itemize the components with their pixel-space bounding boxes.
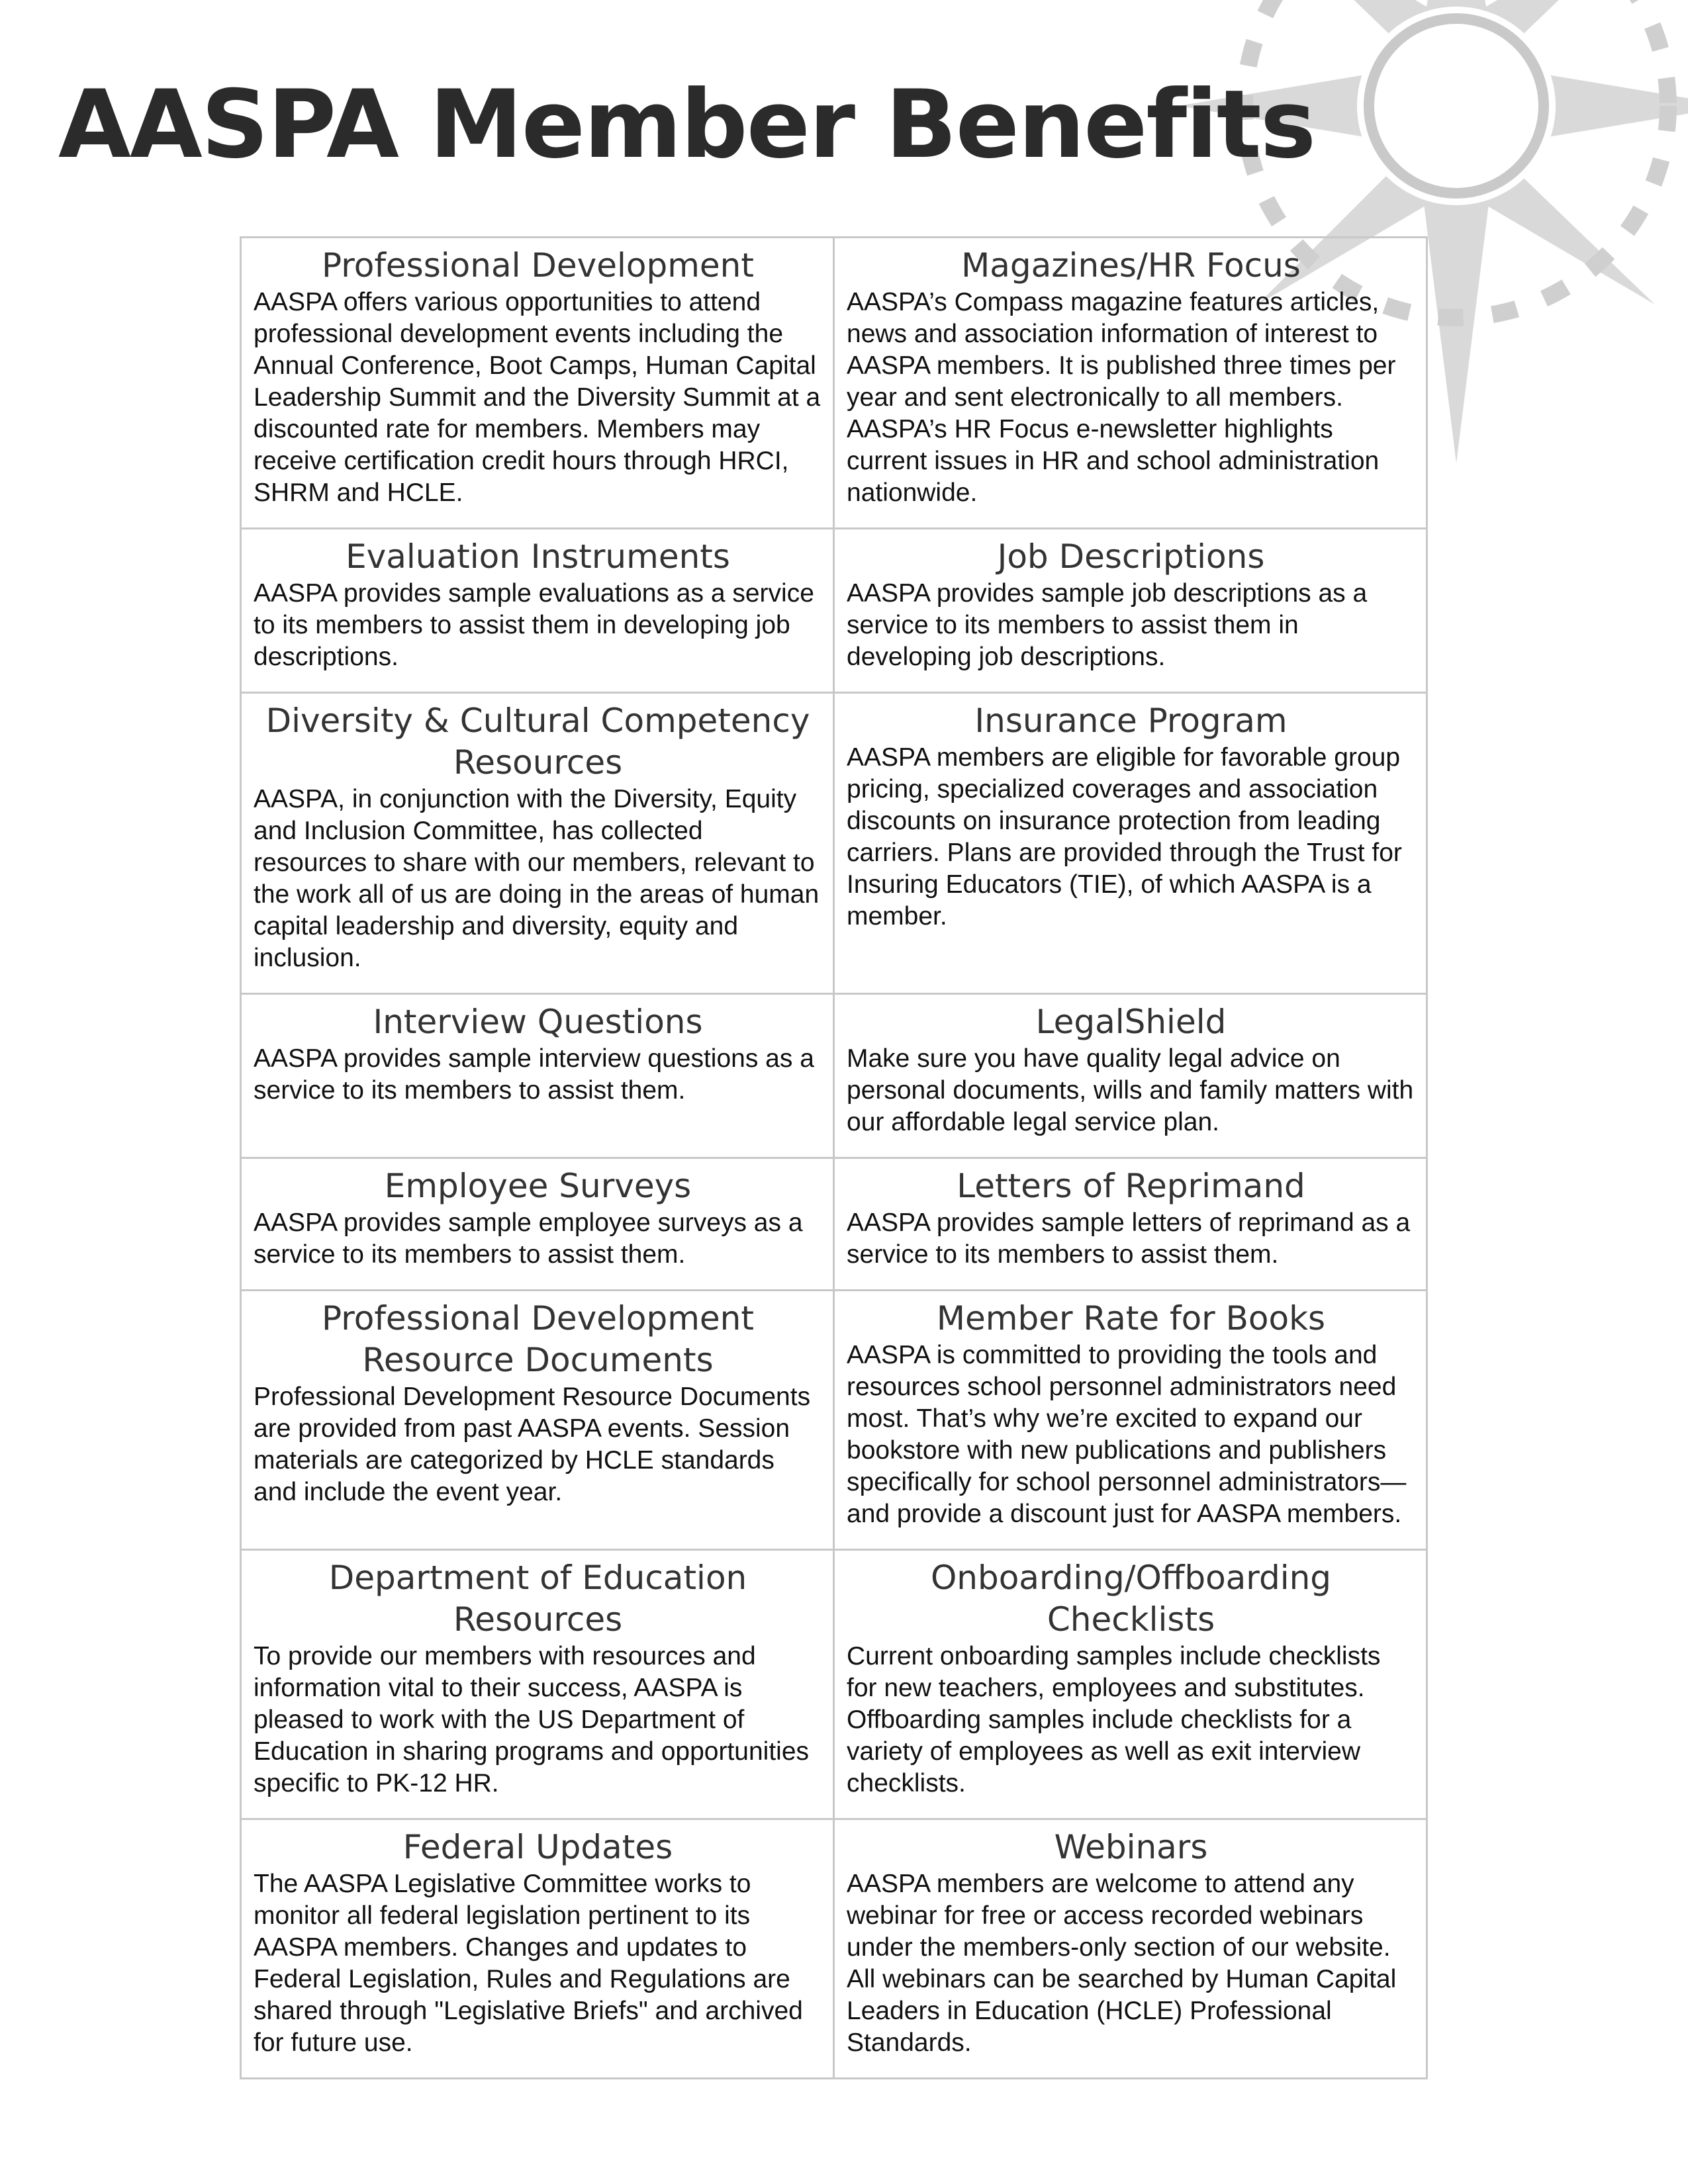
table-row — [241, 693, 1427, 994]
benefit-heading: Professional Development — [322, 246, 754, 285]
benefit-description: The AASPA Legislative Committee works to monitor all federal legislation pertinent to its AASPA members. Changes and updates to Federal Legislation, Rules and Regulations are shared through "Legislative Briefs" and archived for future use. — [254, 1870, 803, 2057]
page-title: AASPA Member Benefits — [58, 70, 1315, 179]
table-row — [241, 1550, 1427, 1819]
benefit-cell-letters-of-reprimand — [834, 1158, 1427, 1291]
benefit-heading: Job Descriptions — [997, 537, 1265, 576]
benefit-description: AASPA provides sample letters of reprimand as a service to its members to assist them. — [847, 1208, 1411, 1269]
benefit-description: AASPA’s Compass magazine features articles, news and association information of interest to AASPA members. It is published three times per year and sent electronically to all members. AASPA’s HR Focus e-newsletter highlights current issues in HR and school administration nationwide. — [847, 288, 1396, 507]
benefit-cell-onboarding-checklists — [834, 1550, 1427, 1819]
benefit-cell-diversity-resources — [241, 693, 834, 994]
benefits-table — [240, 236, 1428, 2079]
benefit-heading: Evaluation Instruments — [346, 537, 730, 576]
benefit-cell-federal-updates — [241, 1819, 834, 2079]
benefit-heading: Webinars — [1054, 1828, 1208, 1866]
benefit-description: AASPA provides sample job descriptions as a service to its members to assist them in developing job descriptions. — [847, 579, 1368, 671]
benefit-cell-employee-surveys — [241, 1158, 834, 1291]
benefit-heading: Interview Questions — [373, 1003, 703, 1041]
benefit-heading: Letters of Reprimand — [957, 1167, 1305, 1205]
benefit-cell-webinars — [834, 1819, 1427, 2079]
benefit-heading: Professional Development Resource Documents — [322, 1299, 754, 1379]
benefit-heading: Department of Education Resources — [328, 1559, 747, 1639]
benefit-cell-professional-development — [241, 238, 834, 529]
benefit-description: To provide our members with resources and information vital to their success, AASPA is pleased to work with the US Department of Education in sharing programs and opportunities specific to PK-12 HR. — [254, 1642, 810, 1797]
benefit-heading: Insurance Program — [974, 702, 1288, 740]
table-row — [241, 529, 1427, 693]
benefit-description: Professional Development Resource Documents are provided from past AASPA events. Session materials are categorized by HCLE standards and include the event year. — [254, 1383, 811, 1506]
benefit-description: AASPA members are welcome to attend any webinar for free or access recorded webinars under the members-only section of our website. All webinars can be searched by Human Capital Leaders in Education (HCLE) Professional Standards. — [847, 1870, 1397, 2057]
benefit-description: Current onboarding samples include checklists for new teachers, employees and substitutes. Offboarding samples include checklists for a variety of employees as well as exit interview checklists. — [847, 1642, 1381, 1797]
benefit-heading: LegalShield — [1035, 1003, 1227, 1041]
benefit-description: AASPA provides sample interview questions as a service to its members to assist them. — [254, 1044, 814, 1105]
benefit-cell-magazines-hr-focus — [834, 238, 1427, 529]
benefit-description: AASPA offers various opportunities to attend professional development events including the Annual Conference, Boot Camps, Human Capital Leadership Summit and the Diversity Summit at a discounted rate for members. Members may receive certification credit hours through HRCI, SHRM and HCLE. — [254, 288, 821, 507]
benefit-cell-member-rate-for-books — [834, 1291, 1427, 1550]
benefit-description: AASPA, in conjunction with the Diversity, Equity and Inclusion Committee, has collected resources to share with our members, relevant to the work all of us are doing in the areas of human capital leadership and diversity, equity and inclusion. — [254, 785, 820, 972]
benefit-cell-department-of-education — [241, 1550, 834, 1819]
benefit-heading: Onboarding/Offboarding Checklists — [930, 1559, 1332, 1639]
benefit-description: AASPA is committed to providing the tools and resources school personnel administrators need most. That’s why we’re excited to expand our bookstore with new publications and publishers specifically for school personnel administrators—and provide a discount just for AASPA members. — [847, 1341, 1407, 1528]
benefit-cell-interview-questions — [241, 994, 834, 1158]
benefit-heading: Diversity & Cultural Competency Resources — [265, 702, 810, 782]
table-row — [241, 1819, 1427, 2079]
benefit-cell-insurance-program — [834, 693, 1427, 994]
benefit-heading: Federal Updates — [402, 1828, 673, 1866]
benefit-description: AASPA provides sample evaluations as a service to its members to assist them in developing job descriptions. — [254, 579, 814, 671]
table-row — [241, 1291, 1427, 1550]
benefit-cell-legalshield — [834, 994, 1427, 1158]
benefit-description: AASPA provides sample employee surveys as a service to its members to assist them. — [254, 1208, 803, 1269]
table-row — [241, 994, 1427, 1158]
benefit-cell-pd-resource-documents — [241, 1291, 834, 1550]
benefit-description: AASPA members are eligible for favorable group pricing, specialized coverages and association discounts on insurance protection from leading carriers. Plans are provided through the Trust for Insuring Educators (TIE), of which AASPA is a member. — [847, 743, 1402, 931]
benefit-cell-evaluation-instruments — [241, 529, 834, 693]
benefit-cell-job-descriptions — [834, 529, 1427, 693]
benefit-heading: Employee Surveys — [384, 1167, 692, 1205]
benefit-heading: Member Rate for Books — [936, 1299, 1326, 1338]
table-row — [241, 238, 1427, 529]
benefit-heading: Magazines/HR Focus — [961, 246, 1301, 285]
benefit-description: Make sure you have quality legal advice on personal documents, wills and family matters with our affordable legal service plan. — [847, 1044, 1414, 1136]
table-row — [241, 1158, 1427, 1291]
